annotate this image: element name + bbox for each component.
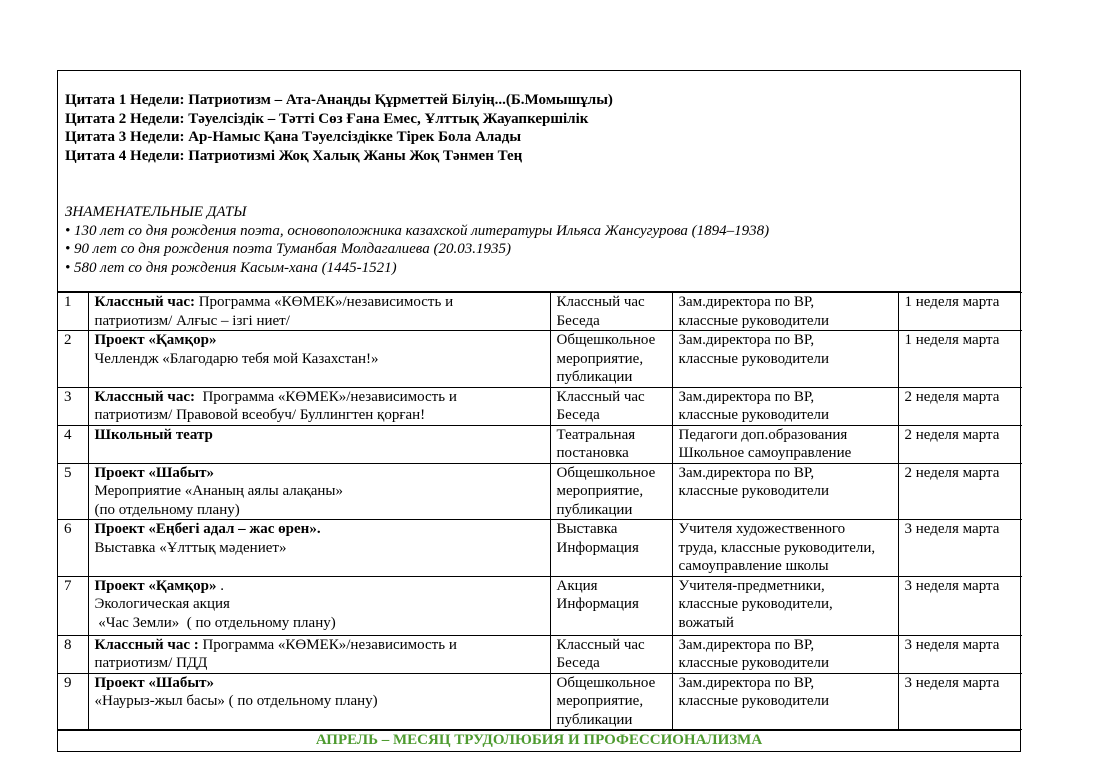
event-title-rest: . bbox=[216, 577, 225, 594]
event-cell bbox=[88, 293, 550, 331]
event-cell bbox=[88, 463, 550, 520]
table-row bbox=[58, 635, 1022, 673]
event-title-line bbox=[95, 331, 546, 350]
table-row bbox=[58, 576, 1022, 635]
memorable-date-item: • 580 лет со дня рождения Касым-хана (1445-1521) bbox=[65, 259, 397, 276]
table-row bbox=[58, 331, 1022, 388]
row-number: 5 bbox=[58, 463, 88, 520]
event-form-cell bbox=[550, 293, 672, 331]
event-form-line: Классный час bbox=[556, 294, 645, 310]
event-description-line: (по отдельному плану) bbox=[94, 501, 240, 518]
responsible-line: классные руководители bbox=[678, 407, 830, 423]
event-form-cell bbox=[550, 387, 672, 425]
event-title-line bbox=[95, 636, 546, 655]
event-week: 1 неделя марта bbox=[898, 331, 1022, 388]
row-number: 4 bbox=[58, 425, 88, 463]
responsible-cell bbox=[672, 331, 898, 388]
quote-text: Патриотизмі Жоқ Халық Жаны Жоқ Тәнмен Тең bbox=[188, 147, 523, 164]
quote-text: Тәуелсіздік – Тәтті Сөз Ғана Емес, Ұлттық Жауапкершілік bbox=[188, 110, 589, 127]
plan-document bbox=[57, 70, 1021, 752]
event-form-line: мероприятие, bbox=[556, 693, 644, 709]
responsible-line: Школьное самоуправление bbox=[678, 445, 852, 461]
event-form-line: Беседа bbox=[556, 407, 600, 423]
event-description-line: Мероприятие «Ананың аялы алақаны» bbox=[94, 483, 343, 499]
event-title: Школьный театр bbox=[94, 426, 213, 443]
responsible-line: классные руководители bbox=[678, 693, 830, 709]
memorable-dates bbox=[65, 203, 1013, 277]
responsible-line: Зам.директора по ВР, bbox=[678, 464, 815, 481]
event-form-cell bbox=[550, 635, 672, 673]
event-description-line: «Наурыз-жыл басы» ( по отдельному плану) bbox=[94, 693, 378, 709]
next-month-heading: АПРЕЛЬ – МЕСЯЦ ТРУДОЛЮБИЯ И ПРОФЕССИОНАЛИЗМА bbox=[58, 730, 1020, 751]
event-title-line bbox=[95, 464, 546, 483]
event-title: Проект «Қамқор» bbox=[94, 332, 217, 348]
memorable-date-item: • 130 лет со дня рождения поэта, основоположника казахской литературы Ильяса Жансугурова (1894–1938) bbox=[65, 222, 770, 239]
row-number: 8 bbox=[58, 635, 88, 673]
row-number: 1 bbox=[58, 293, 88, 331]
event-week: 2 неделя марта bbox=[898, 387, 1022, 425]
table-row bbox=[58, 425, 1022, 463]
event-title-line bbox=[95, 388, 546, 407]
table-row bbox=[58, 463, 1022, 520]
event-week: 3 неделя марта bbox=[898, 673, 1022, 730]
event-title-rest: Программа «КӨМЕК»/независимость и bbox=[194, 294, 454, 310]
event-description-line: «Час Земли» ( по отдельному плану) bbox=[94, 614, 336, 631]
event-title-line bbox=[95, 426, 546, 445]
table-row bbox=[58, 520, 1022, 577]
responsible-line: труда, классные руководители, bbox=[678, 539, 876, 556]
responsible-cell bbox=[672, 673, 898, 730]
event-description-line: Выставка «Ұлттық мәдениет» bbox=[94, 539, 287, 556]
event-title-line bbox=[95, 293, 546, 312]
event-title: Классный час: bbox=[94, 294, 195, 310]
event-form-cell bbox=[550, 673, 672, 730]
table-row bbox=[58, 387, 1022, 425]
event-form-line: Классный час bbox=[556, 388, 645, 405]
event-title: Классный час: bbox=[94, 388, 195, 405]
memorable-date-item: • 90 лет со дня рождения поэта Туманбая Молдагалиева (20.03.1935) bbox=[65, 241, 511, 257]
event-title-line bbox=[95, 674, 546, 693]
event-title-rest: Программа «КӨМЕК»/независимость и bbox=[198, 636, 457, 653]
event-week: 1 неделя марта bbox=[898, 293, 1022, 331]
row-number: 3 bbox=[58, 387, 88, 425]
memorable-dates-heading: ЗНАМЕНАТЕЛЬНЫЕ ДАТЫ bbox=[65, 204, 247, 220]
responsible-line: Зам.директора по ВР, bbox=[678, 388, 815, 405]
event-description-line: патриотизм/ ПДД bbox=[94, 655, 208, 671]
event-form-cell bbox=[550, 520, 672, 577]
responsible-line: Педагоги доп.образования bbox=[678, 426, 848, 443]
quote-label: Цитата 3 Недели: bbox=[65, 129, 185, 145]
event-form-line: Акция bbox=[556, 577, 598, 594]
quote-label: Цитата 2 Недели: bbox=[65, 110, 185, 127]
responsible-cell bbox=[672, 463, 898, 520]
responsible-cell bbox=[672, 520, 898, 577]
responsible-line: классные руководители bbox=[678, 483, 830, 499]
event-description-line: патриотизм/ Алғыс – ізгі ниет/ bbox=[94, 312, 290, 329]
event-form-line: Информация bbox=[556, 596, 639, 612]
quote-text: Патриотизм – Ата-Анаңды Құрметтей Білуің...(Б.Момышұлы) bbox=[188, 92, 613, 108]
event-week: 2 неделя марта bbox=[898, 463, 1022, 520]
event-form-line: Общешкольное bbox=[556, 332, 656, 348]
responsible-line: вожатый bbox=[678, 614, 734, 631]
table-row bbox=[58, 293, 1022, 331]
event-form-line: публикации bbox=[556, 369, 633, 385]
responsible-cell bbox=[672, 425, 898, 463]
row-number: 6 bbox=[58, 520, 88, 577]
event-form-line: постановка bbox=[556, 445, 629, 461]
responsible-line: Зам.директора по ВР, bbox=[678, 636, 815, 653]
event-title: Проект «Еңбегі адал – жас өрен». bbox=[94, 521, 321, 537]
responsible-cell bbox=[672, 635, 898, 673]
weekly-quotes bbox=[65, 91, 1013, 165]
responsible-cell bbox=[672, 576, 898, 635]
responsible-line: Учителя художественного bbox=[678, 521, 846, 537]
event-cell bbox=[88, 425, 550, 463]
quote-text: Ар-Намыс Қана Тәуелсіздікке Тірек Бола Алады bbox=[188, 129, 522, 145]
event-form-line: Театральная bbox=[556, 426, 636, 443]
responsible-cell bbox=[672, 387, 898, 425]
events-table bbox=[58, 292, 1022, 730]
event-form-line: публикации bbox=[556, 711, 633, 728]
responsible-line: Зам.директора по ВР, bbox=[678, 674, 815, 691]
event-form-line: Классный час bbox=[556, 636, 645, 653]
responsible-line: Учителя-предметники, bbox=[678, 577, 825, 594]
event-form-line: публикации bbox=[556, 501, 633, 518]
document-header bbox=[58, 71, 1020, 292]
row-number: 9 bbox=[58, 673, 88, 730]
event-form-line: Беседа bbox=[556, 312, 600, 329]
event-week: 3 неделя марта bbox=[898, 635, 1022, 673]
event-description-line: Экологическая акция bbox=[94, 596, 230, 612]
table-row bbox=[58, 673, 1022, 730]
event-cell bbox=[88, 635, 550, 673]
row-number: 7 bbox=[58, 576, 88, 635]
responsible-line: Зам.директора по ВР, bbox=[678, 332, 815, 348]
event-title: Классный час : bbox=[94, 636, 199, 653]
event-form-cell bbox=[550, 576, 672, 635]
event-cell bbox=[88, 387, 550, 425]
quote-line bbox=[65, 110, 1013, 129]
responsible-line: классные руководители, bbox=[678, 596, 833, 612]
event-week: 3 неделя марта bbox=[898, 520, 1022, 577]
event-form-line: Выставка bbox=[556, 521, 618, 537]
event-cell bbox=[88, 576, 550, 635]
event-title-line bbox=[95, 577, 546, 596]
event-form-line: Общешкольное bbox=[556, 674, 656, 691]
event-cell bbox=[88, 520, 550, 577]
row-number: 2 bbox=[58, 331, 88, 388]
responsible-line: самоуправление школы bbox=[678, 558, 829, 574]
memorable-dates-list bbox=[65, 222, 1013, 278]
responsible-line: Зам.директора по ВР, bbox=[678, 294, 815, 310]
event-cell bbox=[88, 673, 550, 730]
event-title: Проект «Қамқор» bbox=[94, 577, 217, 594]
quote-line bbox=[65, 128, 1013, 147]
responsible-line: классные руководители bbox=[678, 655, 830, 671]
event-form-cell bbox=[550, 463, 672, 520]
event-form-line: мероприятие, bbox=[556, 350, 644, 367]
quote-line bbox=[65, 91, 1013, 110]
event-description-line: патриотизм/ Правовой всеобуч/ Буллингтен қорған! bbox=[94, 407, 426, 423]
event-form-cell bbox=[550, 425, 672, 463]
quote-line bbox=[65, 147, 1013, 166]
quote-label: Цитата 4 Недели: bbox=[65, 147, 185, 164]
event-form-cell bbox=[550, 331, 672, 388]
responsible-line: классные руководители bbox=[678, 350, 830, 367]
responsible-cell bbox=[672, 293, 898, 331]
event-form-line: Информация bbox=[556, 539, 639, 556]
quote-label: Цитата 1 Недели: bbox=[65, 92, 185, 108]
event-title: Проект «Шабыт» bbox=[94, 464, 214, 481]
event-title-line bbox=[95, 520, 546, 539]
event-week: 2 неделя марта bbox=[898, 425, 1022, 463]
event-week: 3 неделя марта bbox=[898, 576, 1022, 635]
event-form-line: мероприятие, bbox=[556, 483, 644, 499]
event-title: Проект «Шабыт» bbox=[94, 674, 214, 691]
event-form-line: Общешкольное bbox=[556, 464, 656, 481]
event-title-rest: Программа «КӨМЕК»/независимость и bbox=[194, 388, 457, 405]
event-description-line: Челлендж «Благодарю тебя мой Казахстан!» bbox=[94, 350, 379, 367]
event-form-line: Беседа bbox=[556, 655, 600, 671]
responsible-line: классные руководители bbox=[678, 312, 830, 329]
event-cell bbox=[88, 331, 550, 388]
